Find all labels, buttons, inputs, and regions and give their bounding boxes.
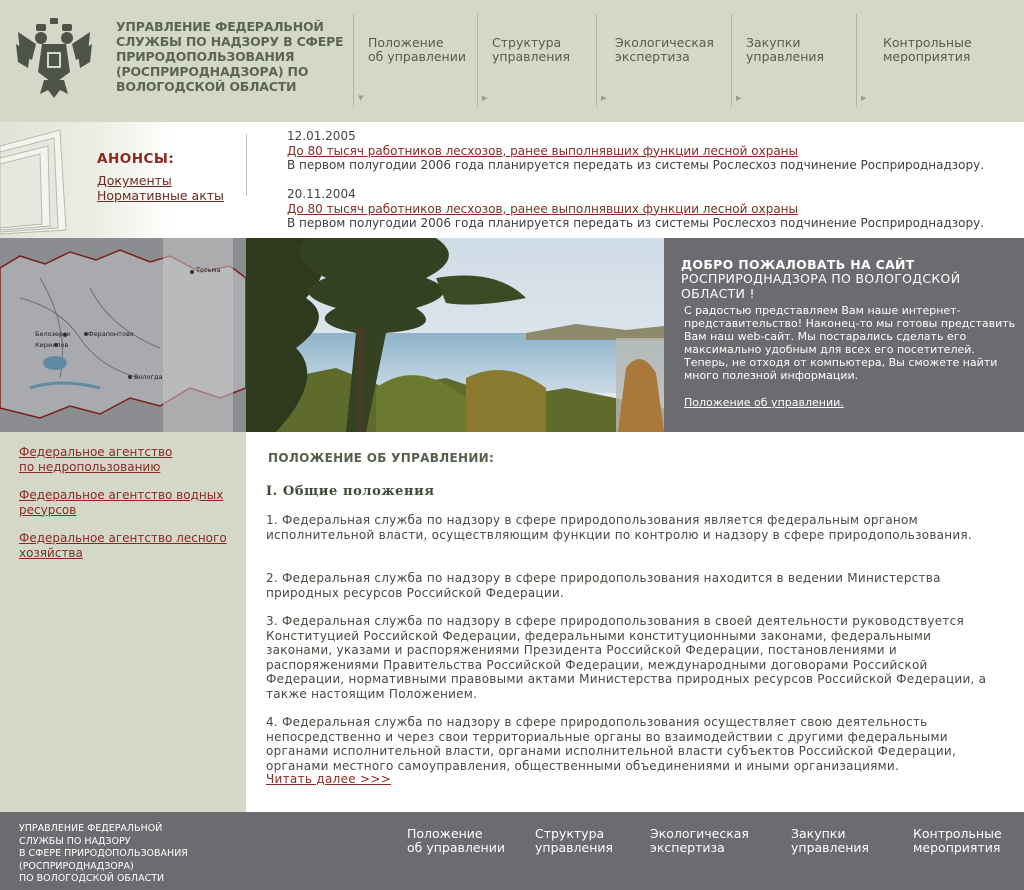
nav-item-control[interactable] <box>856 14 1016 107</box>
chevron-right-icon: ▶ <box>482 94 488 102</box>
welcome-title: ДОБРО ПОЖАЛОВАТЬ НА САЙТ <box>681 257 915 272</box>
lake-forest-image <box>246 238 664 432</box>
news-description: В первом полугодии 2006 года планируется передать из системы Рослесхоз подчинение Росприроднадзору. <box>287 158 985 172</box>
news-item <box>287 129 1007 173</box>
normative-acts-link[interactable]: Нормативные акты <box>97 188 224 203</box>
map-label: Вологда <box>134 373 163 381</box>
news-date: 12.01.2005 <box>287 129 356 143</box>
sidebar-link-water-agency[interactable] <box>19 488 234 517</box>
news-description: В первом полугодии 2006 года планируется передать из системы Рослесхоз подчинение Росприроднадзору. <box>287 216 985 230</box>
divider <box>246 134 247 196</box>
sidebar-link-label: хозяйства <box>19 545 83 560</box>
welcome-text: С радостью представляем Вам наше интернет-представительство! Наконец-то мы готовы представить Вам наш web-сайт. Мы постарались сделать его максимально удобным для всех его посетителей. Теперь, не отходя от компьютера, Вы сможете найти много полезной информации. <box>684 304 1016 382</box>
footer-nav-label: экспертиза <box>650 840 725 855</box>
sidebar-link-label: Федеральное агентство лесного <box>19 531 227 545</box>
map-label: Белозерск <box>35 330 71 338</box>
sidebar-link-label: ресурсов <box>19 502 77 517</box>
map-label: Кириллов <box>35 341 69 349</box>
nav-item-position[interactable] <box>353 14 478 107</box>
footer-nav-label: Экологическая <box>650 826 749 841</box>
footer-org-line: (РОСПРИРОДНАДЗОРА) <box>19 860 134 872</box>
footer-nav-purchases[interactable] <box>791 827 869 855</box>
nav-item-label: Положение <box>368 35 444 50</box>
footer-org-line: УПРАВЛЕНИЕ ФЕДЕРАЛЬНОЙ <box>19 823 163 834</box>
chevron-right-icon: ▶ <box>861 94 867 102</box>
nav-item-expertise[interactable] <box>596 14 732 107</box>
footer-nav-label: Структура <box>535 826 605 841</box>
sidebar-link-label: Федеральное агентство <box>19 445 173 459</box>
footer-nav-label: Положение <box>407 826 483 841</box>
news-item <box>287 187 1007 231</box>
nav-item-structure[interactable] <box>477 14 601 107</box>
welcome-panel <box>664 238 1024 432</box>
welcome-subtitle: РОСПРИРОДНАДЗОРА ПО ВОЛОГОДСКОЙ ОБЛАСТИ ! <box>681 271 961 301</box>
footer-org-line: В СФЕРЕ ПРИРОДОПОЛЬЗОВАНИЯ <box>19 848 188 860</box>
document-pages-decoration <box>0 122 90 238</box>
nav-item-label: Закупки <box>746 35 801 50</box>
nav-item-label: об управлении <box>368 49 466 64</box>
org-title: УПРАВЛЕНИЕ ФЕДЕРАЛЬНОЙ СЛУЖБЫ ПО НАДЗОРУ В СФЕРЕ ПРИРОДОПОЛЬЗОВАНИЯ (РОСПРИРОДНАДЗОРА) ПО ВОЛОГОДСКОЙ ОБЛАСТИ <box>116 19 344 94</box>
documents-link[interactable]: Документы <box>97 173 172 188</box>
footer-org-line: СЛУЖБЫ ПО НАДЗОРУ <box>19 835 131 847</box>
announcements-title: АНОНСЫ: <box>97 151 175 167</box>
announcements-sidebar <box>0 122 246 238</box>
double-headed-eagle-emblem-icon <box>14 14 94 100</box>
footer-nav-label: управления <box>535 840 614 855</box>
nav-item-label: Структура <box>492 35 562 50</box>
map-label: Тотьма <box>196 266 221 274</box>
nav-item-label: экспертиза <box>615 49 690 64</box>
news-date: 20.11.2004 <box>287 187 356 201</box>
content-heading: I. Общие положения <box>266 484 435 499</box>
footer-nav-control[interactable] <box>913 827 1002 855</box>
nav-item-label: Контрольные <box>883 35 972 50</box>
nav-item-label: управления <box>746 49 825 64</box>
content-paragraph: 2. Федеральная служба по надзору в сфере природопользования находится в ведении Министерства природных ресурсов Российской Федерации. <box>266 571 941 600</box>
site-header <box>0 0 1024 122</box>
sidebar-link-forestry-agency[interactable] <box>19 531 234 560</box>
nav-item-label: мероприятия <box>883 49 971 64</box>
left-sidebar <box>0 432 246 812</box>
section-title: ПОЛОЖЕНИЕ ОБ УПРАВЛЕНИИ: <box>268 451 495 465</box>
footer-nav-label: управления <box>791 840 870 855</box>
news-title-link[interactable]: До 80 тысяч работников лесхозов, ранее выполнявших функции лесной охраны <box>287 143 798 158</box>
footer-nav-expertise[interactable] <box>650 827 749 855</box>
chevron-right-icon: ▶ <box>736 94 742 102</box>
sidebar-link-label: по недропользованию <box>19 459 161 474</box>
sidebar-link-subsoil-agency[interactable] <box>19 445 234 474</box>
read-more-link[interactable]: Читать далее >>> <box>266 772 392 786</box>
nav-item-purchases[interactable] <box>731 14 857 107</box>
chevron-down-icon: ▼ <box>358 94 364 102</box>
content-paragraph: 4. Федеральная служба по надзору в сфере природопользования осуществляет свою деятельность непосредственно и через свои территориальные органы во взаимодействии с другими федеральными органами исполнительной власти, органами исполнительной власти субъектов Российской Федерации, органами местного самоуправления, общественными объединениями и иными организациями. <box>266 715 957 773</box>
welcome-position-link[interactable]: Положение об управлении. <box>684 396 844 409</box>
chevron-right-icon: ▶ <box>601 94 607 102</box>
footer-nav-structure[interactable] <box>535 827 613 855</box>
sidebar-link-label: Федеральное агентство водных <box>19 488 224 502</box>
nav-item-label: управления <box>492 49 571 64</box>
region-map <box>0 238 246 432</box>
footer-org-title <box>19 823 219 886</box>
main-content <box>246 432 1024 812</box>
footer-nav-label: мероприятия <box>913 840 1001 855</box>
footer-nav-label: Контрольные <box>913 826 1002 841</box>
footer-nav-position[interactable] <box>407 827 505 855</box>
content-paragraph: 1. Федеральная служба по надзору в сфере природопользования является федеральным органом исполнительной власти, осуществляющим функции по контролю и надзору в сфере природопользования. <box>266 513 972 542</box>
news-title-link[interactable]: До 80 тысяч работников лесхозов, ранее выполнявших функции лесной охраны <box>287 201 798 216</box>
banner <box>0 238 1024 432</box>
footer-nav-label: об управлении <box>407 840 505 855</box>
map-label: Ферапонтово <box>88 330 134 338</box>
site-footer <box>0 812 1024 890</box>
content-paragraph: 3. Федеральная служба по надзору в сфере природопользования в своей деятельности руководствуется Конституцией Российской Федерации, федеральными конституционными законами, федеральными законами, указами и распоряжениями Президента Российской Федерации, постановлениями и распоряжениями Правительства Российской Федерации, международными договорами Российской Федерации, нормативными правовыми актами Министерства природных ресурсов Российской Федерации, а также настоящим Положением. <box>266 614 987 701</box>
announcements-section <box>0 122 1024 238</box>
footer-org-line: ПО ВОЛОГОДСКОЙ ОБЛАСТИ <box>19 873 165 885</box>
nav-item-label: Экологическая <box>615 35 714 50</box>
landscape-photo <box>246 238 664 432</box>
footer-nav-label: Закупки <box>791 826 846 841</box>
